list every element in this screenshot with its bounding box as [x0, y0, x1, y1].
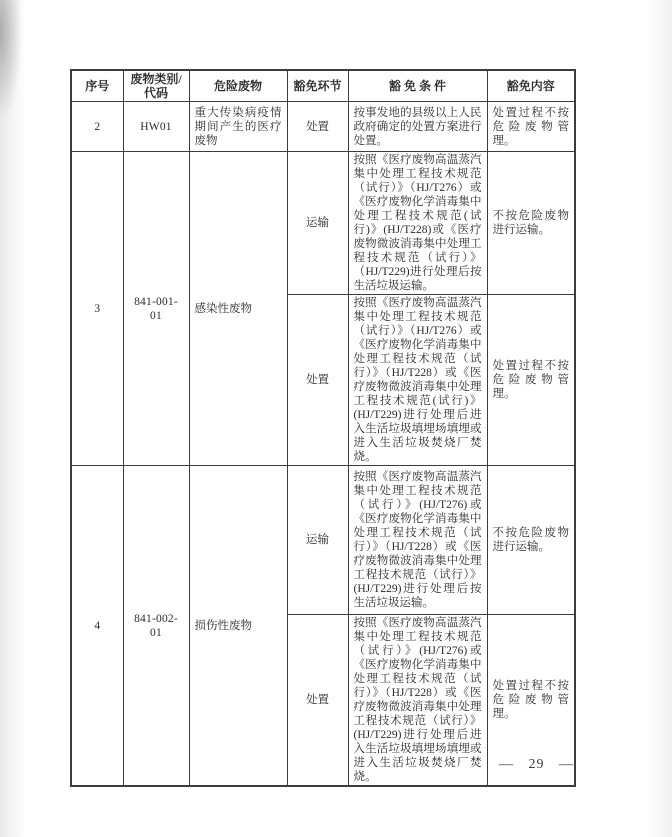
header-exempt-condition: 豁 免 条 件	[348, 70, 487, 102]
row3-waste: 感染性废物	[189, 152, 287, 466]
row3-disposal-stage: 处置	[287, 295, 348, 466]
row2-stage: 处置	[287, 102, 348, 152]
row3-transport-stage: 运输	[287, 152, 348, 295]
header-num: 序号	[71, 70, 123, 102]
scan-shadow-right-edge	[648, 0, 672, 837]
row2-code: HW01	[123, 102, 189, 152]
row2-num: 2	[71, 102, 123, 152]
header-exempt-content: 豁免内容	[487, 70, 575, 102]
row4-transport-condition: 按照《医疗废物高温蒸汽集中处理工程技术规范（试行）》(HJ/T276)或《医疗废物化学消毒集中处理工程技术规范（试行）》（HJ/T228）或《医疗废物微波消毒集中处理工程技术规范（试行）》(HJ/T229)进行处理后按生活垃圾运输。	[348, 466, 487, 615]
header-category-code: 废物类别/代码	[123, 70, 189, 102]
header-hazardous-waste: 危险废物	[189, 70, 287, 102]
table-row-4-transport	[71, 466, 575, 615]
row4-num: 4	[71, 466, 123, 787]
row4-disposal-condition: 按照《医疗废物高温蒸汽集中处理工程技术规范（试行）》(HJ/T276)或《医疗废物化学消毒集中处理工程技术规范（试行）》（HJ/T228）或《医疗废物微波消毒集中处理工程技术规范（试行）》(HJ/T229)进行处理后进入生活垃圾填埋场填埋或进入生活垃圾焚烧厂焚烧。	[348, 615, 487, 787]
table-row-3-transport	[71, 152, 575, 295]
row2-waste: 重大传染病疫情期间产生的医疗废物	[189, 102, 287, 152]
table-header-row	[71, 70, 575, 102]
row4-disposal-content: 处置过程不按危险废物管理。	[487, 615, 575, 787]
row4-transport-content: 不按危险废物进行运输。	[487, 466, 575, 615]
row4-disposal-stage: 处置	[287, 615, 348, 787]
row3-num: 3	[71, 152, 123, 466]
scan-shadow-top-left-corner	[0, 0, 34, 160]
table-row-2	[71, 102, 575, 152]
row3-code: 841-001-01	[123, 152, 189, 466]
row2-condition: 按事发地的县级以上人民政府确定的处置方案进行处置。	[348, 102, 487, 152]
row3-transport-condition: 按照《医疗废物高温蒸汽集中处理工程技术规范（试行）》（HJ/T276）或《医疗废物化学消毒集中处理工程技术规范(试行)》(HJ/T228)或《医疗废物微波消毒集中处理工程技术规范（试行）》（HJ/T229)进行处理后按生活垃圾运输。	[348, 152, 487, 295]
header-exempt-stage: 豁免环节	[287, 70, 348, 102]
row4-transport-stage: 运输	[287, 466, 348, 615]
row2-content: 处置过程不按危险废物管理。	[487, 102, 575, 152]
row3-transport-content: 不按危险废物进行运输。	[487, 152, 575, 295]
scan-shadow-left-edge	[0, 0, 26, 837]
row3-disposal-condition: 按照《医疗废物高温蒸汽集中处理工程技术规范（试行）》（HJ/T276）或《医疗废物化学消毒集中处理工程技术规范（试行）》（HJ/T228）或《医疗废物微波消毒集中处理工程技术规范(试行)》(HJ/T229)进行处理后进入生活垃圾填埋场填埋或进入生活垃圾焚烧厂焚烧。	[348, 295, 487, 466]
row3-disposal-content: 处置过程不按危险废物管理。	[487, 295, 575, 466]
row4-waste: 损伤性废物	[189, 466, 287, 787]
exemption-table	[70, 69, 576, 787]
row4-code: 841-002-01	[123, 466, 189, 787]
page-number: — 29 —	[499, 757, 574, 772]
